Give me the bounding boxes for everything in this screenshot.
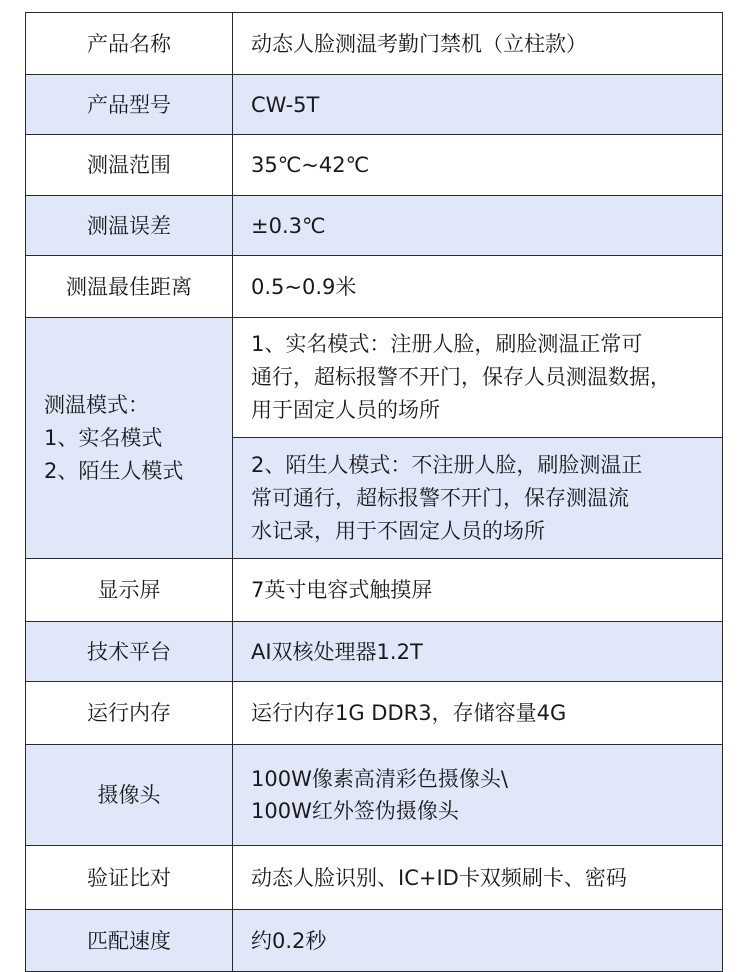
spec-table [25,12,723,972]
mode-label-line: 2、陌生人模式 [44,458,184,483]
description-line: 用于固定人员的场所 [251,398,440,422]
row-label: 产品名称 [26,13,233,75]
table-row [26,846,723,910]
row-label: 测温误差 [26,196,233,256]
description-line: 通行，超标报警不开门，保存人员测温数据， [251,365,671,389]
row-label: 匹配速度 [26,910,233,972]
row-label: 显示屏 [26,559,233,622]
camera-line: 100W红外签伪摄像头 [251,799,459,823]
row-label: 测温最佳距离 [26,256,233,318]
table-row [26,318,723,438]
measure-mode-label [26,318,233,559]
description-line: 水记录，用于不固定人员的场所 [251,518,545,543]
row-value: CW-5T [233,75,723,135]
row-value: ±0.3℃ [233,196,723,256]
mode-label-line: 测温模式： [44,392,149,417]
row-label: 技术平台 [26,622,233,682]
table-row [26,622,723,682]
row-label: 测温范围 [26,135,233,196]
row-label: 摄像头 [26,745,233,846]
row-label: 验证比对 [26,846,233,910]
table-row [26,910,723,972]
real-name-mode-description [233,318,723,438]
table-row [26,75,723,135]
camera-line: 100W像素高清彩色摄像头\ [251,767,508,791]
row-value: 0.5~0.9米 [233,256,723,318]
camera-value [233,745,723,846]
mode-label-line: 1、实名模式 [44,425,163,450]
table-row [26,135,723,196]
table-row [26,196,723,256]
description-line: 常可通行，超标报警不开门，保存测温流 [251,485,629,510]
row-value: 约0.2秒 [233,910,723,972]
table-row [26,682,723,745]
row-value: AI双核处理器1.2T [233,622,723,682]
row-value: 运行内存1G DDR3，存储容量4G [233,682,723,745]
table-row [26,13,723,75]
stranger-mode-description [233,438,723,559]
row-label: 产品型号 [26,75,233,135]
row-value: 动态人脸测温考勤门禁机（立柱款） [233,13,723,75]
description-line: 2、陌生人模式：不注册人脸，刷脸测温正 [251,452,643,477]
row-value: 7英寸电容式触摸屏 [233,559,723,622]
table-row [26,745,723,846]
table-row [26,559,723,622]
table-row [26,256,723,318]
row-label: 运行内存 [26,682,233,745]
row-value: 35℃~42℃ [233,135,723,196]
description-line: 1、实名模式：注册人脸，刷脸测温正常可 [251,332,643,356]
row-value: 动态人脸识别、IC+ID卡双频刷卡、密码 [233,846,723,910]
